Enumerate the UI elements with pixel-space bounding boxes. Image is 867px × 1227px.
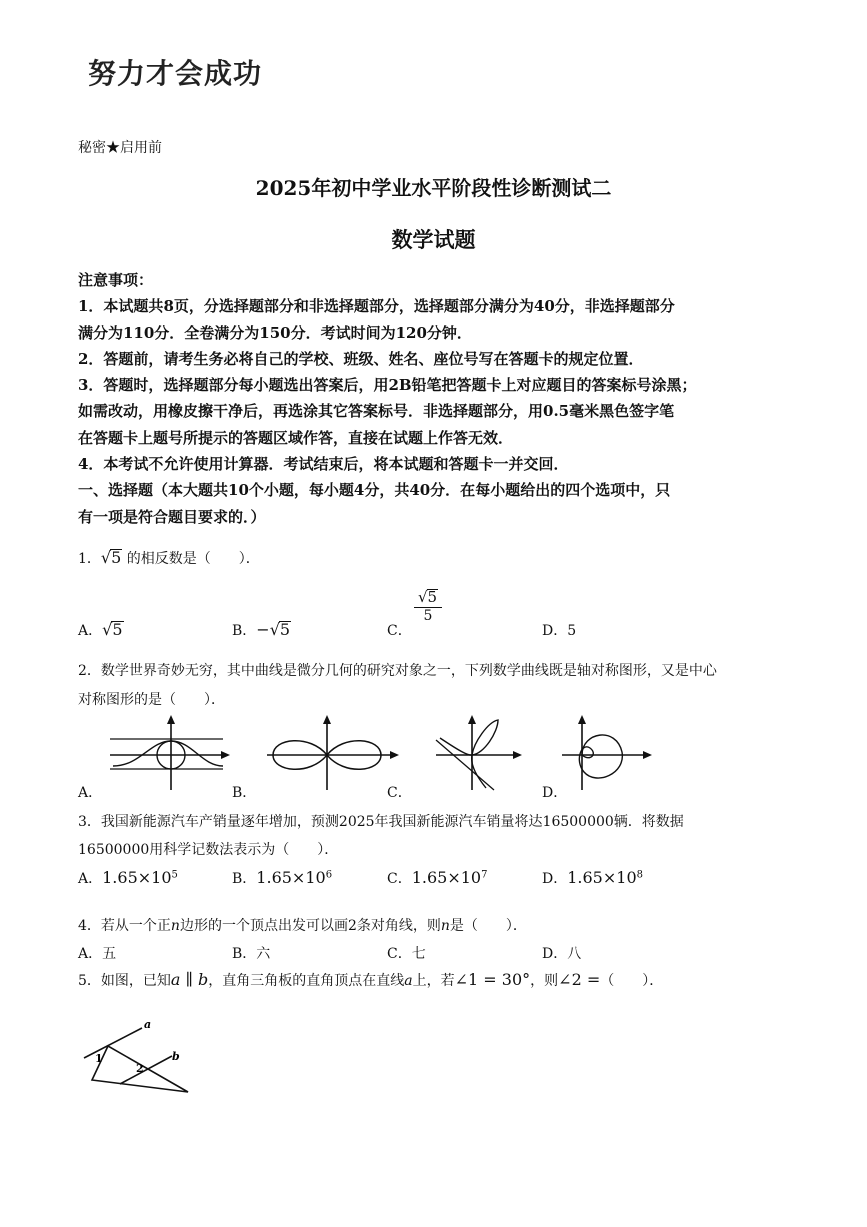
q4-option-b[interactable]: B．六 [232, 946, 271, 962]
notes-block [78, 267, 798, 530]
q2-figure-d [560, 712, 660, 792]
question-3-line2: 16500000用科学记数法表示为（ ）． [78, 842, 339, 858]
q4-option-d[interactable]: D．八 [542, 946, 582, 962]
q2-figure-b [265, 712, 403, 792]
question-text: 的相反数是（ ）． [126, 551, 260, 567]
question-3-line1: 3．我国新能源汽车产销量逐年增加，预测2025年我国新能源汽车销量将达16500000辆．将数据 [78, 814, 684, 830]
section-heading: 一、选择题（本大题共10个小题，每小题4分，共40分．在每小题给出的四个选项中，只 [78, 481, 671, 500]
notes-line: 4．本考试不允许使用计算器．考试结束后，将本试题和答题卡一并交回． [78, 455, 569, 474]
q1-option-c-fraction: √5 5 [414, 588, 442, 624]
q1-option-b[interactable]: B．−√5 [232, 620, 291, 639]
subject-title: 数学试题 [391, 227, 476, 252]
angle-2-label: 2 [136, 1062, 144, 1075]
q1-option-d[interactable]: D．5 [542, 623, 577, 639]
q1-option-a[interactable]: A．√5 [78, 620, 123, 639]
line-b-label: b [172, 1050, 180, 1063]
q2-option-a[interactable]: A． [78, 785, 103, 801]
q2-figure-c [428, 712, 528, 792]
question-4: 4．若从一个正n边形的一个顶点出发可以画2条对角线，则n是（ ）． [78, 918, 527, 934]
question-5: 5．如图，已知a ∥ b，直角三角板的直角顶点在直线a上，若∠1 = 30°，则∠2 =（ ）． [78, 970, 664, 989]
notes-line: 2．答题前，请考生务必将自己的学校、班级、姓名、座位号写在答题卡的规定位置． [78, 349, 644, 368]
confidential-mark: 秘密★启用前 [78, 140, 162, 156]
question-2-line2: 对称图形的是（ ）． [78, 692, 225, 708]
notes-heading: 注意事项： [78, 271, 154, 289]
q1-option-c-label[interactable]: C． [387, 623, 412, 639]
q2-option-b[interactable]: B． [232, 785, 257, 801]
section-heading-cont: 有一项是符合题目要求的．） [78, 507, 266, 526]
notes-line: 在答题卡上题号所提示的答题区域作答，直接在试题上作答无效． [78, 428, 514, 447]
q3-option-b[interactable]: B．$1.65\times 10^6$ [232, 868, 333, 887]
q2-figure-a [105, 712, 235, 792]
q3-option-c[interactable]: C．$1.65\times 10^7$ [387, 868, 488, 887]
q4-option-a[interactable]: A．五 [78, 946, 117, 962]
angle-1-label: 1 [95, 1052, 103, 1065]
q3-option-a[interactable]: A．$1.65\times 10^5$ [78, 868, 178, 887]
notes-line: 如需改动，用橡皮擦干净后，再选涂其它答案标号．非选择题部分，用0.5毫米黑色签字笔 [78, 402, 675, 421]
notes-line: 满分为110分．全卷满分为150分．考试时间为120分钟． [78, 323, 472, 342]
q2-option-d[interactable]: D． [542, 785, 568, 801]
q2-option-c[interactable]: C． [387, 785, 412, 801]
exam-title: 2025年初中学业水平阶段性诊断测试二 [255, 176, 612, 200]
notes-line: 3．答题时，选择题部分每小题选出答案后，用2B铅笔把答题卡上对应题目的答案标号涂黑； [78, 376, 697, 395]
q4-option-c[interactable]: C．七 [387, 946, 426, 962]
question-1 [78, 548, 260, 568]
line-a-label: a [144, 1018, 152, 1031]
q5-figure [80, 1012, 200, 1097]
slogan: 努力才会成功 [88, 57, 263, 90]
q3-option-d[interactable]: D．$1.65\times 10^8$ [542, 868, 643, 887]
question-2-line1: 2．数学世界奇妙无穷，其中曲线是微分几何的研究对象之一，下列数学曲线既是轴对称图形，又是中心 [78, 663, 717, 679]
question-number: 1． [78, 551, 101, 567]
sqrt-expression: √5 [100, 548, 122, 567]
notes-line: 1．本试题共8页，分选择题部分和非选择题部分，选择题部分满分为40分，非选择题部分 [78, 297, 675, 316]
